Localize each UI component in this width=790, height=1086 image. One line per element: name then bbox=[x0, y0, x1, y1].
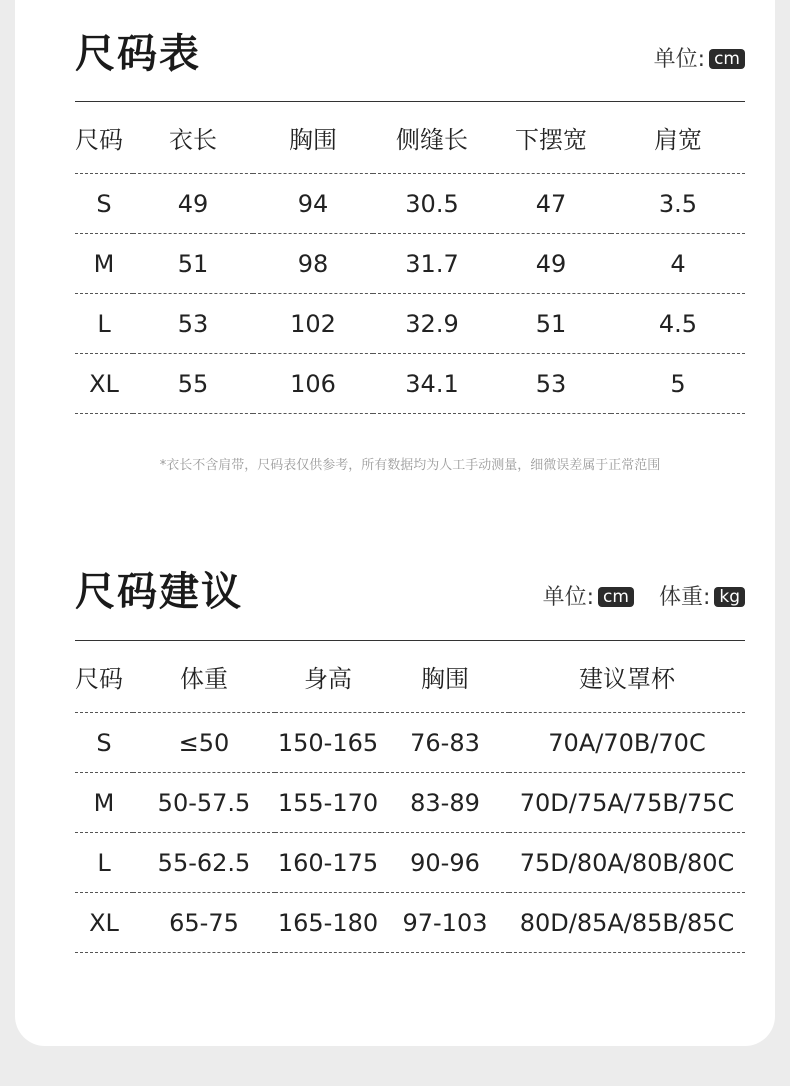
weight-unit-group bbox=[659, 584, 745, 612]
table-cell: 70D/75A/75B/75C bbox=[509, 773, 745, 833]
table-row bbox=[75, 773, 745, 833]
table-cell: 50-57.5 bbox=[133, 773, 275, 833]
unit-badge: cm bbox=[598, 587, 634, 607]
table-cell: XL bbox=[75, 354, 133, 414]
table-cell: 30.5 bbox=[373, 174, 491, 234]
unit-group bbox=[654, 46, 745, 74]
column-header: 衣长 bbox=[133, 102, 253, 174]
table-cell: 5 bbox=[611, 354, 745, 414]
size-chart-note: *衣长不含肩带，尺码表仅供参考，所有数据均为人工手动测量，细微误差属于正常范围 bbox=[159, 458, 661, 473]
table-cell: 31.7 bbox=[373, 234, 491, 294]
table-cell: 32.9 bbox=[373, 294, 491, 354]
size-chart-units bbox=[654, 46, 745, 74]
table-cell: 53 bbox=[133, 294, 253, 354]
table-cell: 94 bbox=[253, 174, 373, 234]
table-cell: S bbox=[75, 713, 133, 773]
table-row bbox=[75, 713, 745, 773]
table-header-row bbox=[75, 641, 745, 713]
table-row bbox=[75, 893, 745, 953]
table-cell: 80D/85A/85B/85C bbox=[509, 893, 745, 953]
weight-label: 体重: bbox=[658, 585, 711, 610]
table-cell: 49 bbox=[491, 234, 611, 294]
table-cell: XL bbox=[75, 893, 133, 953]
column-header: 侧缝长 bbox=[373, 102, 491, 174]
column-header: 建议罩杯 bbox=[509, 641, 745, 713]
table-row bbox=[75, 354, 745, 414]
column-header: 胸围 bbox=[381, 641, 509, 713]
table-cell: 49 bbox=[133, 174, 253, 234]
table-cell: 53 bbox=[491, 354, 611, 414]
table-cell: 47 bbox=[491, 174, 611, 234]
table-cell: 97-103 bbox=[381, 893, 509, 953]
size-card bbox=[15, 0, 775, 1046]
table-cell: L bbox=[75, 294, 133, 354]
table-cell: 51 bbox=[133, 234, 253, 294]
size-advice-units bbox=[543, 584, 745, 612]
table-cell: M bbox=[75, 234, 133, 294]
table-cell: 106 bbox=[253, 354, 373, 414]
table-row bbox=[75, 174, 745, 234]
table-cell: 98 bbox=[253, 234, 373, 294]
size-advice-title: 尺码建议 bbox=[75, 569, 243, 615]
column-header: 尺码 bbox=[75, 641, 133, 713]
table-cell: 155-170 bbox=[275, 773, 381, 833]
table-cell: 83-89 bbox=[381, 773, 509, 833]
table-cell: 70A/70B/70C bbox=[509, 713, 745, 773]
table-cell: 3.5 bbox=[611, 174, 745, 234]
table-cell: 34.1 bbox=[373, 354, 491, 414]
table-cell: 4 bbox=[611, 234, 745, 294]
table-cell: S bbox=[75, 174, 133, 234]
size-chart-title: 尺码表 bbox=[75, 31, 201, 77]
unit-label: 单位: bbox=[653, 47, 706, 72]
column-header: 身高 bbox=[275, 641, 381, 713]
table-cell: 102 bbox=[253, 294, 373, 354]
table-cell: 90-96 bbox=[381, 833, 509, 893]
table-cell: 160-175 bbox=[275, 833, 381, 893]
table-cell: 150-165 bbox=[275, 713, 381, 773]
table-cell: L bbox=[75, 833, 133, 893]
column-header: 体重 bbox=[133, 641, 275, 713]
unit-badge: cm bbox=[709, 49, 745, 69]
table-cell: 51 bbox=[491, 294, 611, 354]
column-header: 胸围 bbox=[253, 102, 373, 174]
table-cell: 65-75 bbox=[133, 893, 275, 953]
table-cell: M bbox=[75, 773, 133, 833]
column-header: 下摆宽 bbox=[491, 102, 611, 174]
table-cell: 165-180 bbox=[275, 893, 381, 953]
column-header: 尺码 bbox=[75, 102, 133, 174]
table-row bbox=[75, 234, 745, 294]
table-row bbox=[75, 294, 745, 354]
column-header: 肩宽 bbox=[611, 102, 745, 174]
unit-label: 单位: bbox=[542, 585, 595, 610]
weight-badge: kg bbox=[714, 587, 745, 607]
table-cell: 55 bbox=[133, 354, 253, 414]
table-header-row bbox=[75, 102, 745, 174]
table-cell: 76-83 bbox=[381, 713, 509, 773]
size-chart-table bbox=[75, 102, 745, 414]
table-cell: 4.5 bbox=[611, 294, 745, 354]
size-advice-table bbox=[75, 641, 745, 953]
table-cell: ≤50 bbox=[133, 713, 275, 773]
unit-group bbox=[543, 584, 634, 612]
table-cell: 75D/80A/80B/80C bbox=[509, 833, 745, 893]
table-row bbox=[75, 833, 745, 893]
table-cell: 55-62.5 bbox=[133, 833, 275, 893]
